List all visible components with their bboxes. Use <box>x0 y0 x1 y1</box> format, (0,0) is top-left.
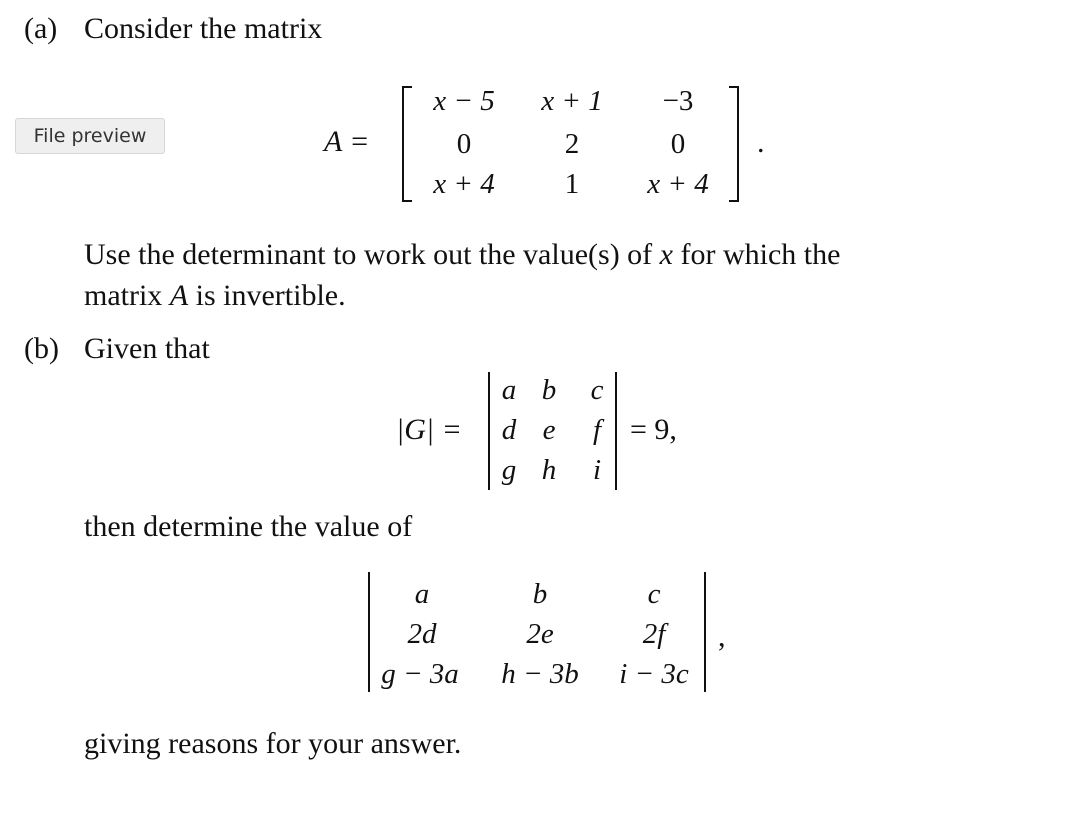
determinant-cell: c <box>647 578 661 610</box>
matrix-a-period: . <box>757 126 765 159</box>
matrix-cell: x + 4 <box>433 168 495 200</box>
determinant-cell: i − 3c <box>619 658 689 690</box>
determinant-cell: c <box>590 374 604 406</box>
part-a-question-line1 <box>84 240 840 270</box>
part-a-intro: Consider the matrix <box>84 12 323 45</box>
part-b-intro: Given that <box>84 332 210 365</box>
matrix-left-bracket <box>402 86 404 202</box>
part-b-label: (b) <box>24 332 59 365</box>
matrix-cell: −3 <box>662 85 694 117</box>
determinant-cell: i <box>592 454 602 486</box>
matrix-cell: 0 <box>456 128 472 160</box>
matrix-left-bracket-bottom <box>402 200 412 202</box>
determinant-cell: b <box>532 578 548 610</box>
matrix-cell: x + 4 <box>647 168 709 200</box>
matrix-right-bracket-top <box>729 86 739 88</box>
determinant-cell: g − 3a <box>381 658 459 690</box>
question-variable: x <box>659 238 673 271</box>
question-variable: A <box>169 279 189 312</box>
part-a-question-line2 <box>84 281 346 311</box>
determinant-cell: h <box>541 454 557 486</box>
part-b-closing: giving reasons for your answer. <box>84 727 462 760</box>
determinant-cell: a <box>501 374 517 406</box>
question-text: for which the <box>673 238 841 271</box>
matrix-a <box>398 82 743 204</box>
matrix-cell: 2 <box>564 128 580 160</box>
matrix-cell: 1 <box>564 168 580 200</box>
matrix-cell: x + 1 <box>541 85 603 117</box>
part-a-label: (a) <box>24 12 58 45</box>
part-b-middle-text: then determine the value of <box>84 510 413 543</box>
determinant-cell: 2f <box>642 618 666 650</box>
determinant-cell: b <box>541 374 557 406</box>
determinant-cell: 2e <box>526 618 554 650</box>
question-text: Use the determinant to work out the value(s) of <box>84 238 660 271</box>
matrix-a-lhs: A = <box>324 125 370 158</box>
matrix-right-bracket-bottom <box>729 200 739 202</box>
determinant-cell: f <box>592 414 602 446</box>
determinant-g-rhs: = 9, <box>630 413 677 446</box>
matrix-cell: x − 5 <box>433 85 495 117</box>
determinant-right-bar <box>615 372 617 490</box>
determinant-left-bar <box>488 372 490 490</box>
determinant-cell: d <box>501 414 517 446</box>
determinant-cell: h − 3b <box>501 658 579 690</box>
file-preview-button[interactable]: File preview <box>15 118 165 154</box>
determinant-cell: e <box>542 414 556 446</box>
determinant-cell: a <box>414 578 430 610</box>
determinant-cell: 2d <box>407 618 437 650</box>
question-text: is invertible. <box>188 279 346 312</box>
determinant-h-comma: , <box>718 620 726 653</box>
determinant-h <box>366 572 710 694</box>
matrix-left-bracket-top <box>402 86 412 88</box>
determinant-right-bar <box>704 572 706 692</box>
question-text: matrix <box>84 279 170 312</box>
matrix-cell: 0 <box>670 128 686 160</box>
determinant-g-lhs: |G| = <box>396 413 462 446</box>
matrix-right-bracket <box>737 86 739 202</box>
determinant-g <box>486 372 622 492</box>
determinant-cell: g <box>501 454 517 486</box>
